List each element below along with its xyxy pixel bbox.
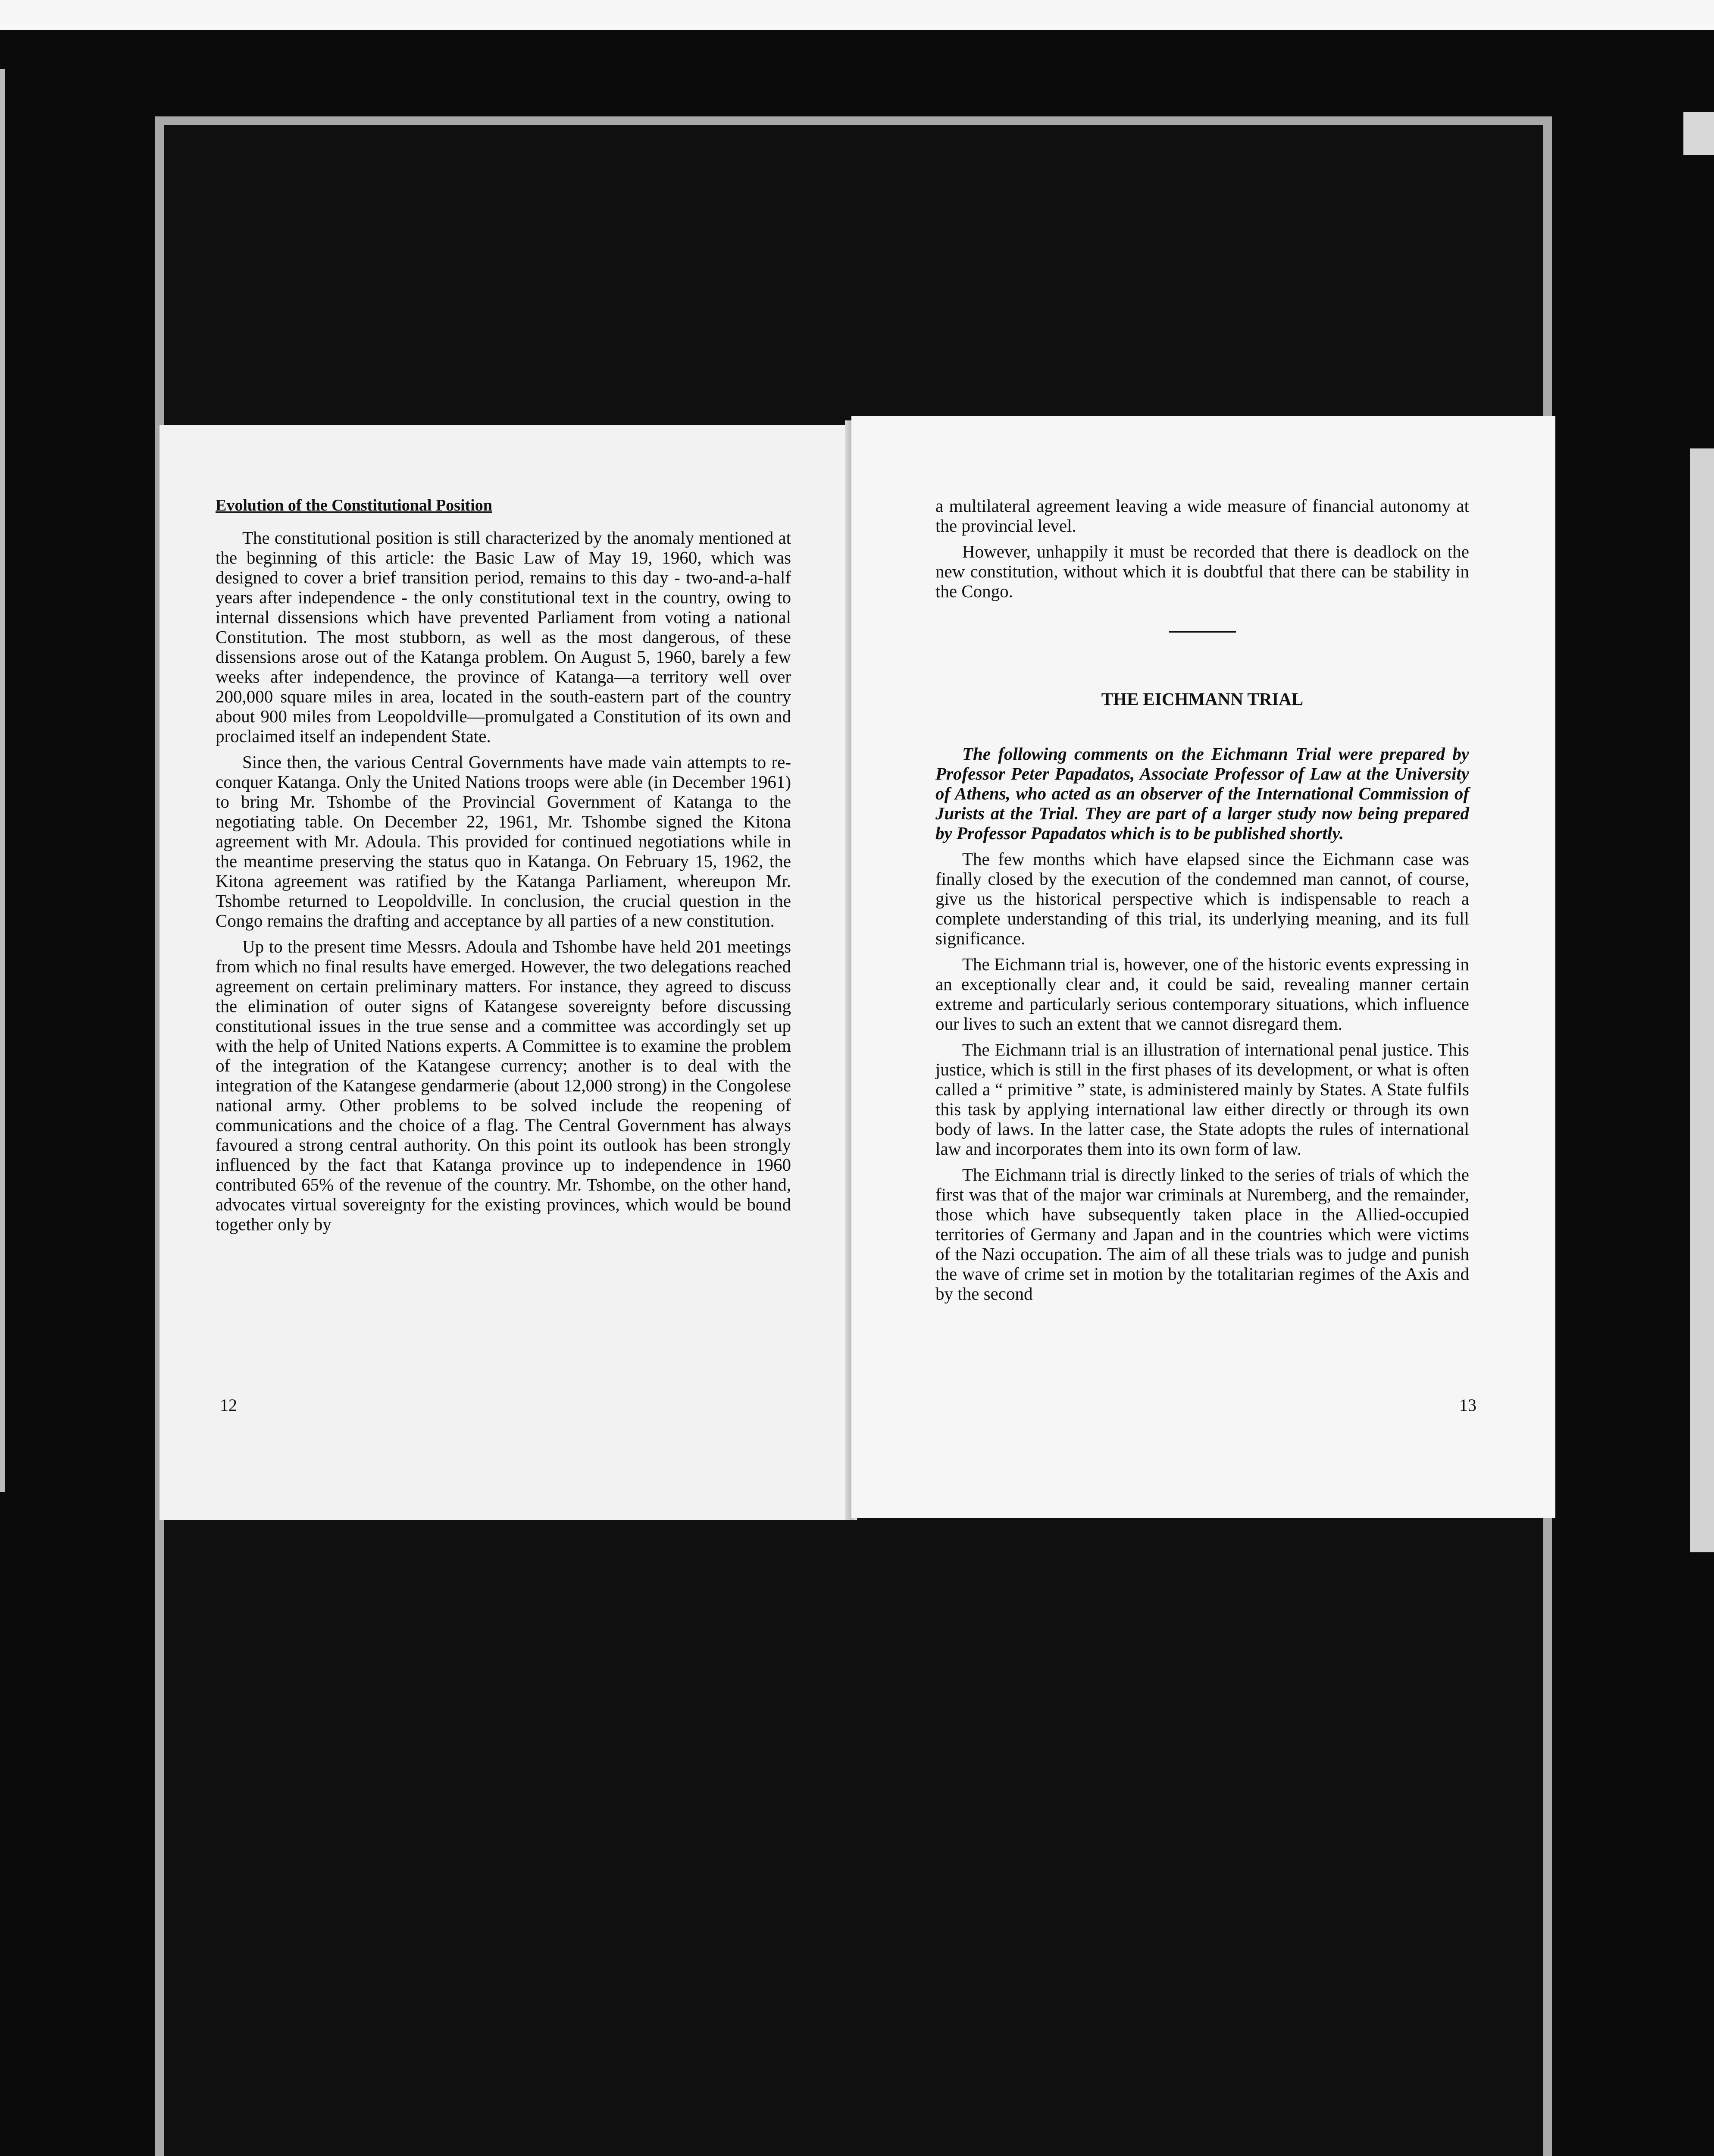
paragraph: The Eichmann trial is directly linked to the series of trials of which the first was that of the major war criminals at Nuremberg, and the remainder, those which have subsequently taken place in the Allied-occupied territories of Germany and Japan and in the countries which were victims of the Nazi occupation. The aim of all these trials was to judge and punish the wave of crime set in motion by the totalitarian regimes of the Axis and by the second bbox=[935, 1165, 1469, 1304]
paragraph: The Eichmann trial is, however, one of the historic events expressing in an exceptionally clear and, it could be said, revealing manner certain extreme and particularly serious contemporary situations, which influence our lives to such an extent that we cannot disregard them. bbox=[935, 954, 1469, 1034]
paragraph: Up to the present time Messrs. Adoula and Tshombe have held 201 meetings from which no final results have emerged. However, the two delegations reached agreement on certain preliminary matters. For instance, they agreed to discuss the elimination of outer signs of Katangese sovereignty before discussing constitutional issues in the true sense and a committee was accordingly set up with the help of United Nations experts. A Committee is to examine the problem of the integration of the Katangese currency; another is to deal with the integration of the Katangese gendarmerie (about 12,000 strong) in the Congolese national army. Other problems to be solved include the reopening of communications and the choice of a flag. The Central Government has always favoured a strong central authority. On this point its outlook has been strongly influenced by the fact that Katanga province up to independence in 1960 contributed 65% of the revenue of the country. Mr. Tshombe, on the other hand, advocates virtual sovereignty for the existing provinces, which would be bound together only by bbox=[216, 937, 791, 1234]
page-number-left: 12 bbox=[220, 1395, 237, 1415]
book-page-right bbox=[851, 416, 1555, 1518]
section-heading: Evolution of the Constitutional Position bbox=[216, 496, 492, 514]
paragraph: The constitutional position is still characterized by the anomaly mentioned at the beginning of this article: the Basic Law of May 19, 1960, which was designed to cover a brief transition period, remains to this day - two-and-a-half years after independence - the only constitutional text in the country, owing to internal dissensions which have prevented Parliament from voting a national Constitution. The most stubborn, as well as the most dangerous, of these dissensions arose out of the Katanga problem. On August 5, 1960, barely a few weeks after independence, the province of Katanga—a territory well over 200,000 square miles in area, located in the south-eastern part of the country about 900 miles from Leopoldville—promulgated a Constitution of its own and proclaimed itself an independent State. bbox=[216, 528, 791, 746]
adjacent-frame-edge-right bbox=[1690, 448, 1714, 1552]
paragraph: The Eichmann trial is an illustration of international penal justice. This justice, which is still in the first phases of its development, or what is often called a “ primitive ” state, is administered mainly by States. A State fulfils this task by applying international law either directly or through its own body of laws. In the latter case, the State adopts the rules of international law and incorporates them into its own form of law. bbox=[935, 1040, 1469, 1159]
article-intro: The following comments on the Eichmann Trial were prepared by Professor Peter Papadatos, Associate Professor of Law at the University of Athens, who acted as an observer of the International Commission of Jurists at the Trial. They are part of a larger study now being prepared by Professor Papadatos which is to be published shortly. bbox=[935, 744, 1469, 843]
book-page-left bbox=[160, 425, 851, 1520]
article-title: THE EICHMANN TRIAL bbox=[1101, 689, 1304, 709]
section-divider bbox=[1169, 631, 1236, 633]
scan-top-margin bbox=[0, 0, 1714, 30]
paragraph: Since then, the various Central Governments have made vain attempts to re-conquer Katanga. Only the United Nations troops were able (in December 1961) to bring Mr. Tshombe of the Provincial Government of Katanga to the negotiating table. On December 22, 1961, Mr. Tshombe signed the Kitona agreement with Mr. Adoula. This provided for continued negotiations while in the meantime preserving the status quo in Katanga. On February 15, 1962, the Kitona agreement was ratified by the Katanga Parliament, whereupon Mr. Tshombe returned to Leopoldville. In conclusion, the crucial question in the Congo remains the drafting and acceptance by all parties of a new constitution. bbox=[216, 752, 791, 931]
paragraph: However, unhappily it must be recorded that there is deadlock on the new constitution, without which it is doubtful that there can be stability in the Congo. bbox=[935, 542, 1469, 601]
adjacent-frame-edge-right-top bbox=[1683, 112, 1714, 155]
page-number-right: 13 bbox=[1459, 1395, 1476, 1415]
paragraph: The few months which have elapsed since the Eichmann case was finally closed by the execution of the condemned man cannot, of course, give us the historical perspective which is indispensable to reach a complete understanding of this trial, its underlying meaning, and its full significance. bbox=[935, 849, 1469, 948]
adjacent-frame-edge-left bbox=[0, 69, 5, 1492]
paragraph-continuation: a multilateral agreement leaving a wide measure of financial autonomy at the provincial level. bbox=[935, 496, 1469, 536]
